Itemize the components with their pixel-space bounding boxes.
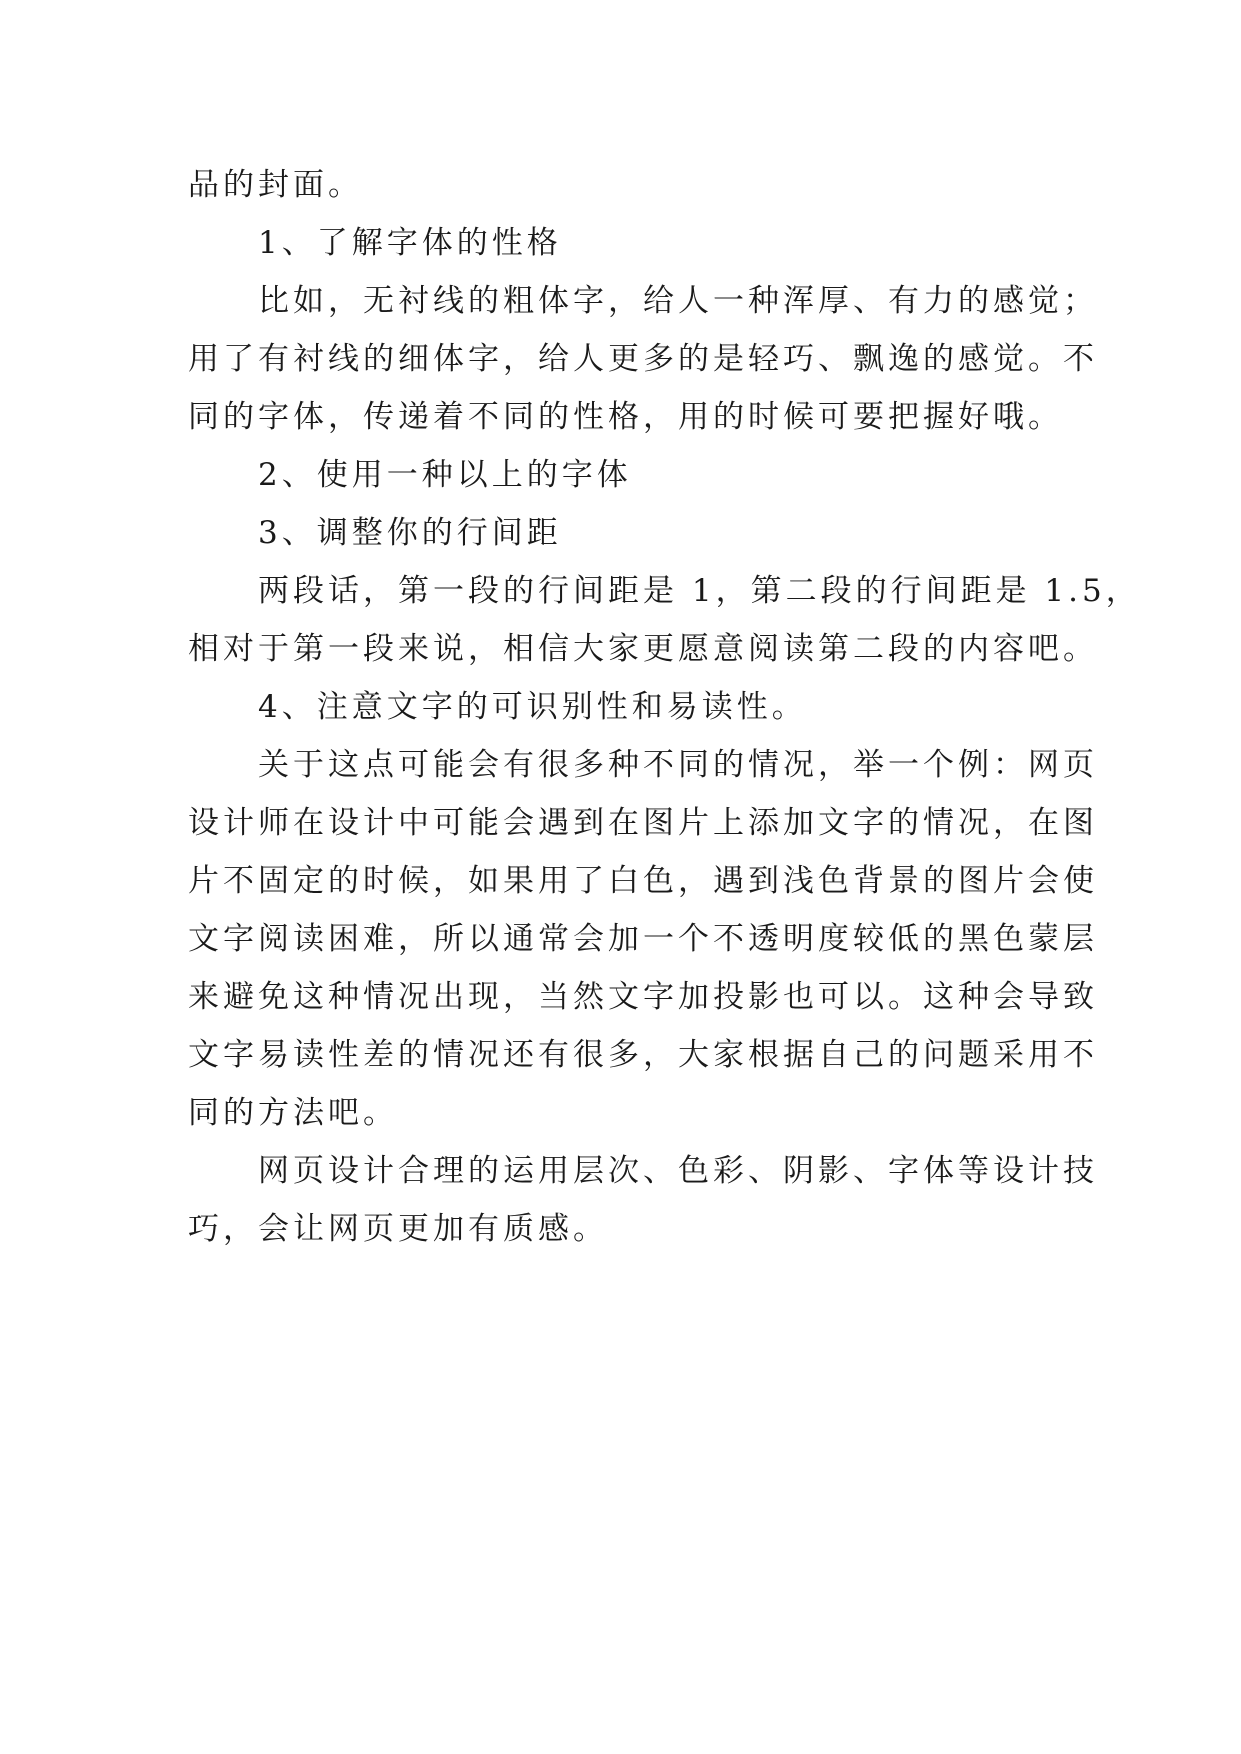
- text-line: 4、注意文字的可识别性和易读性。: [258, 689, 807, 725]
- text-line: 关于这点可能会有很多种不同的情况，举一个例：网页: [258, 747, 1098, 783]
- text-line: 文字易读性差的情况还有很多，大家根据自己的问题采用不: [188, 1037, 1098, 1073]
- text-line: 同的字体，传递着不同的性格，用的时候可要把握好哦。: [188, 399, 1063, 435]
- text-line: 品的封面。: [188, 167, 363, 203]
- text-line: 片不固定的时候，如果用了白色，遇到浅色背景的图片会使: [188, 863, 1098, 899]
- text-line: 2、使用一种以上的字体: [258, 457, 632, 493]
- text-line: 3、调整你的行间距: [258, 515, 562, 551]
- text-line: 同的方法吧。: [188, 1095, 398, 1131]
- text-line: 比如，无衬线的粗体字，给人一种浑厚、有力的感觉；: [258, 283, 1098, 319]
- document-body: [188, 156, 1141, 1258]
- text-line: 来避免这种情况出现，当然文字加投影也可以。这种会导致: [188, 979, 1098, 1015]
- text-line: 1、了解字体的性格: [258, 225, 562, 261]
- text-line: 两段话，第一段的行间距是 1，第二段的行间距是 1.5，: [258, 573, 1141, 609]
- text-line: 设计师在设计中可能会遇到在图片上添加文字的情况，在图: [188, 805, 1098, 841]
- text-line: 网页设计合理的运用层次、色彩、阴影、字体等设计技: [258, 1153, 1098, 1189]
- text-line: 文字阅读困难，所以通常会加一个不透明度较低的黑色蒙层: [188, 921, 1098, 957]
- text-line: 用了有衬线的细体字，给人更多的是轻巧、飘逸的感觉。不: [188, 341, 1098, 377]
- text-line: 巧，会让网页更加有质感。: [188, 1211, 608, 1247]
- text-line: 相对于第一段来说，相信大家更愿意阅读第二段的内容吧。: [188, 631, 1098, 667]
